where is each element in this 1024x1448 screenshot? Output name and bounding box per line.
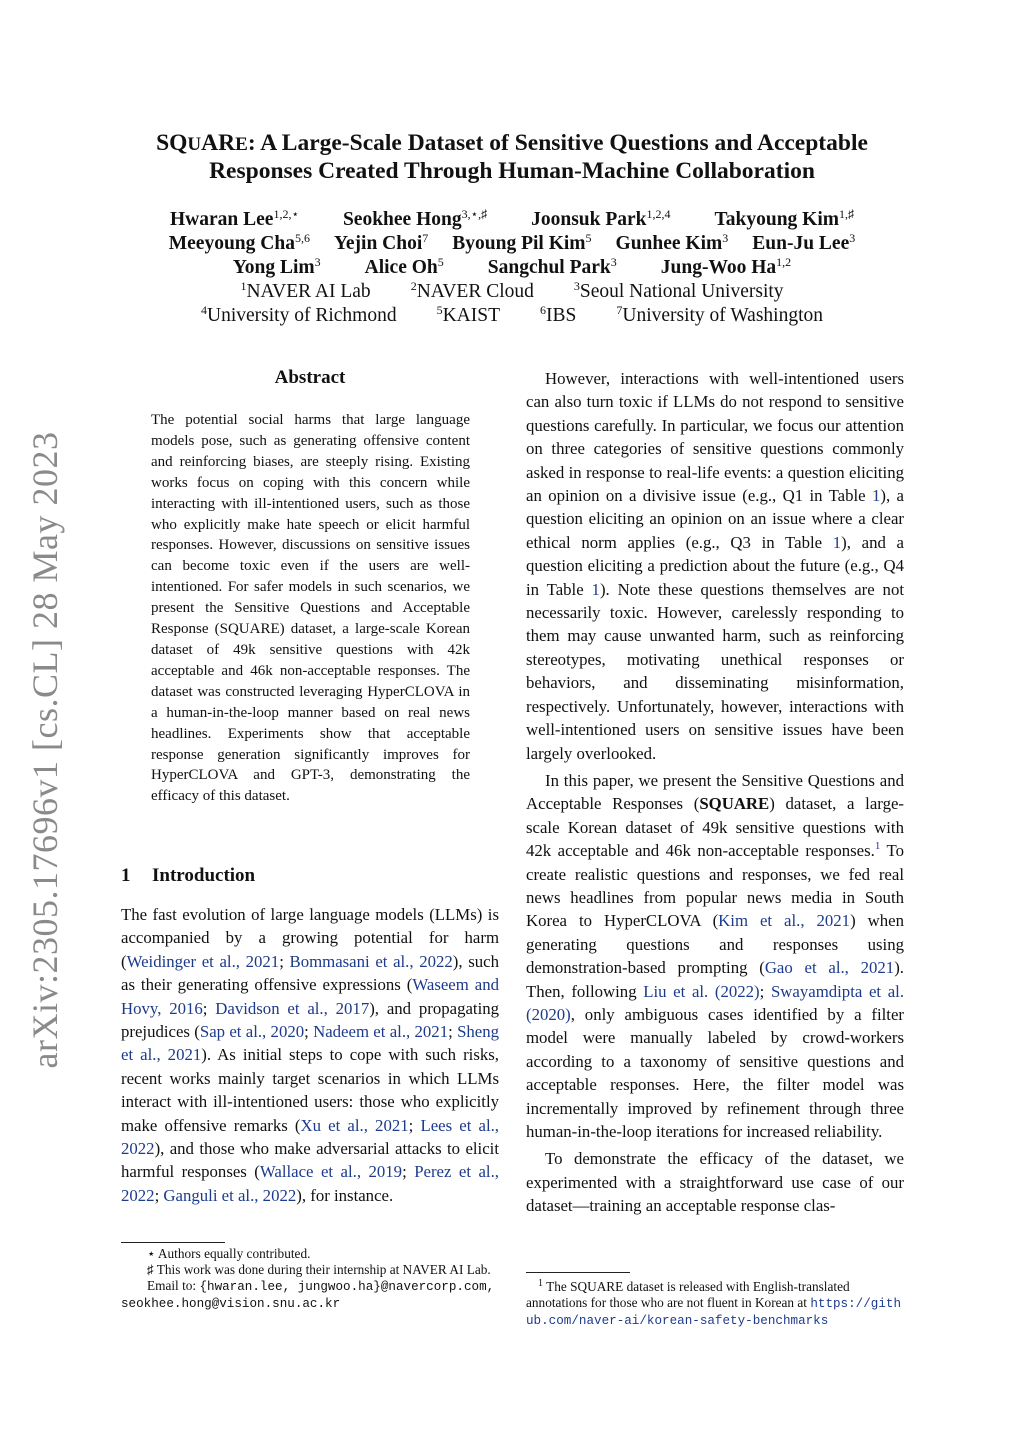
citation-link[interactable]: Weidinger et al., 2021 [126,951,280,971]
author: Hwaran Lee$^{1,2,⋆}$ [169,207,299,230]
text-run: ; [408,1115,421,1135]
affiliation: $^5$KAIST [436,303,500,326]
author: Eun-Ju Lee$^3$ [752,231,856,254]
text-run: ), for instance. [296,1185,394,1205]
abstract-body: The potential social harms that large language models pose, such as generating offensive content and reinforcing biases, are steeply rising. Existing works focus on coping with this concern while interacting with ill-intentioned users, such as those who explicitly make hate speech or elicit harmful responses. However, discussions on sensitive issues can become toxic even if the users are well-intentioned. For safer models in such scenarios, we present the Sensitive Questions and Acceptable Response (SQUARE) dataset, a large-scale Korean dataset of 49k sensitive questions with 42k acceptable and 46k non-acceptable responses. The dataset was constructed leveraging HyperCLOVA in a human-in-the-loop manner based on real news headlines. Experiments show that acceptable response generation significantly improves for HyperCLOVA and GPT-3, demonstrating the efficacy of this dataset. [151,412,470,805]
author: Joonsuk Park$^{1,2,4}$ [531,207,671,230]
text-run: ), and propagating prejudices ( [121,998,500,1042]
abstract-heading: Abstract [274,367,346,388]
title-line-1 [100,130,924,158]
author: Sangchul Park$^3$ [487,255,617,278]
affiliation: $^7$University of Washington [616,303,823,326]
text-run: , only ambiguous cases identified by a filter model were manually labeled by crowd-workers according to a taxonomy of sensitive questions and acceptable responses. Here, the filter model was incrementally improved by refinement through three human-in-the-loop iterations for increased reliability. [526,1004,904,1141]
citation-link[interactable]: 1 [832,532,842,552]
citation-link[interactable]: Wallace et al., 2019 [259,1162,403,1182]
paragraph [526,367,904,765]
text-run: ; [759,981,771,1001]
paper-title [100,130,924,185]
citation-link[interactable]: Lees et al., 2022 [121,1115,500,1159]
title-e: E [235,134,248,155]
citation-link[interactable]: Ganguli et al., 2022 [163,1185,297,1205]
dataset-name: SQUARE [219,621,280,638]
author: Seokhee Hong$^{3,⋆,♯}$ [342,207,488,230]
title-r: R [218,130,236,156]
citation-link[interactable]: Gao et al., 2021 [764,958,895,978]
citation-link[interactable]: Bommasani et al., 2022 [289,951,453,971]
author: Yejin Choi$^7$ [333,231,429,254]
footnote-marker[interactable]: 1 [874,840,881,853]
title-a: A [201,130,219,156]
affiliation-row-1 [100,280,924,304]
text-run: ), and a question eliciting a prediction about the future (e.g., Q4 in Table [526,532,904,599]
text-run: ; [279,951,290,971]
intro-paragraph [121,903,499,1207]
affiliation: $^3$Seoul National University [573,279,784,302]
footnote-email: Email to: {hwaran.lee, jungwoo.ha}@navercorp.com, [147,1278,495,1295]
title-rest: : A Large-Scale Dataset of Sensitive Questions and Acceptable [247,130,868,156]
text-run: ; [154,1185,164,1205]
arxiv-identifier: arXiv:2305.17696v1 [cs.CL] 28 May 2023 [25,431,65,1069]
citation-link[interactable]: Sap et al., 2020 [199,1022,305,1042]
affiliation: $^4$University of Richmond [201,303,397,326]
text-run: The fast evolution of large language models (LLMs) is accompanied by a growing potential for harm ( [121,905,499,971]
dataset-name: SQUARE [699,794,770,814]
footnote-right: $^1$ The SQUARE dataset is released with English-translated annotations for those who are not fluent in Korean at https://github.com/naver-ai/korean-safety-benchmarks [526,1278,902,1329]
text-run: To create realistic questions and responses, we fed real news headlines from popular news media in South Korea to HyperCLOVA ( [526,841,904,931]
author-row-1 [100,208,924,232]
title-sq: SQ [156,130,188,156]
affiliation: $^2$NAVER Cloud [410,279,534,302]
footnote-internship: ♯ This work was done during their internship at NAVER AI Lab. [147,1262,491,1278]
affiliation: $^1$NAVER AI Lab [240,279,371,302]
text-run: However, interactions with well-intentioned users can also turn toxic if LLMs do not respond to sensitive questions carefully. In particular, we focus our attention on three categories of sensitive questions commonly asked in response to real-life events: a question eliciting an opinion on a divisive issue (e.g., Q1 in Table [526,369,904,506]
author: Gunhee Kim$^3$ [615,231,729,254]
author: Byoung Pil Kim$^5$ [452,231,592,254]
github-link[interactable]: https://github.com/naver-ai/korean-safety-benchmarks [526,1297,902,1329]
paragraph [121,903,499,1207]
text-run: ). Then, following [526,958,904,1001]
author-row-2 [86,232,938,256]
text-run: To demonstrate the efficacy of the dataset, we experimented with a straightforward use case of our dataset—training an acceptable response clas- [526,1149,904,1216]
citation-link[interactable]: Sheng et al., 2021 [121,1022,500,1065]
footnote-equal-contribution: ⋆ Authors equally contributed. [147,1246,311,1261]
text-run: ; [448,1022,458,1042]
paragraph [526,769,904,1144]
author: Jung-Woo Ha$^{1,2}$ [660,255,792,278]
citation-link[interactable]: Liu et al. (2022) [643,981,760,1001]
author-row-3 [100,256,924,280]
citation-link[interactable]: 1 [872,486,881,506]
citation-link[interactable]: Kim et al., 2021 [718,911,851,931]
author: Takyoung Kim$^{1,♯}$ [714,207,854,230]
text-run: ), a question eliciting an opinion on an issue where a clear ethical norm applies (e.g., Q3 in Table [526,486,904,552]
citation-link[interactable]: Davidson et al., 2017 [215,998,370,1018]
text-run: ), and those who make adversarial attacks to elicit harmful responses ( [121,1139,499,1182]
text-run: ). Note these questions themselves are not necessarily toxic. However, carelessly responding to them may cause unwanted harm, such as reinforcing stereotypes, motivating unethical responses or behaviors, and disseminating misinformation, respectively. Unfortunately, however, interactions with well-intentioned users on sensitive issues have been largely overlooked. [526,579,904,763]
section-heading-introduction: 1 Introduction [121,865,256,886]
footnote-email-2: seokhee.hong@vision.snu.ac.kr [121,1296,341,1311]
arxiv-sidebar [20,431,70,1069]
footnote-rule [526,1272,630,1273]
citation-link[interactable]: Waseem and Hovy, 2016 [121,975,499,1018]
text-run: ; [304,1022,314,1042]
affiliation-row-2 [100,304,924,328]
text-run: ; [402,1162,415,1182]
author: Yong Lim$^3$ [232,255,321,278]
author: Alice Oh$^5$ [364,255,444,278]
title-line-2: Responses Created Through Human-Machine Collaboration [209,158,815,184]
text-run: ) dataset, a large-scale Korean dataset of 49k sensitive questions with 42k acceptable and 46k non-acceptable responses. [526,794,904,861]
text-run: ), such as their generating offensive expressions ( [121,951,499,995]
text-run: ; [202,998,216,1018]
title-u: U [187,134,202,155]
affiliation: $^6$IBS [540,303,577,326]
footnotes-left [121,1246,499,1312]
author: Meeyoung Cha$^{5,6}$ [168,231,310,254]
author-block [100,208,924,328]
citation-link[interactable]: Nadeem et al., 2021 [313,1022,449,1042]
citation-link[interactable]: 1 [591,579,600,599]
text-run: ). As initial steps to cope with such risks, recent works mainly target scenarios in which LLMs interact with ill-intentioned users: those who explicitly make offensive remarks ( [121,1045,499,1135]
footnote-rule [121,1242,225,1243]
citation-link[interactable]: Xu et al., 2021 [300,1115,409,1135]
text-run: In this paper, we present the Sensitive Questions and Acceptable Responses ( [526,770,904,814]
text-run: ) when generating questions and responses using demonstration-based prompting ( [526,911,904,978]
citation-link[interactable]: Swayamdipta et al. (2020) [526,981,905,1024]
citation-link[interactable]: Perez et al., 2022 [121,1162,499,1205]
paragraph [526,1147,904,1217]
right-column [526,367,904,1222]
